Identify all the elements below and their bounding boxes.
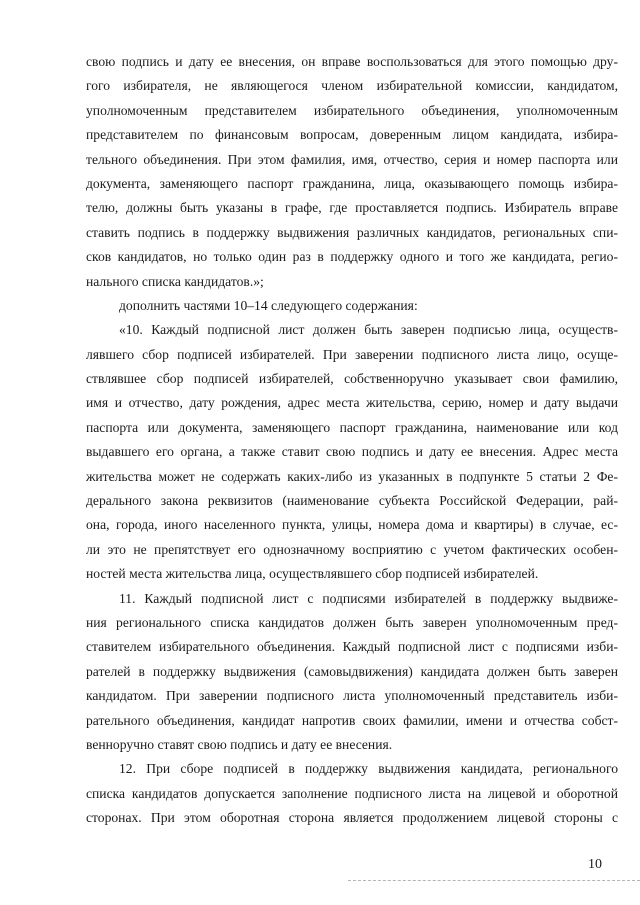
text-line: ния регионального списка кандидатов должен быть заверен уполномоченным пред- xyxy=(86,614,618,630)
footer-divider xyxy=(348,880,640,881)
text-line: ли это не препятствует его однозначному восприятию с учетом фактических особен- xyxy=(86,541,618,557)
text-line: паспорта или документа, заменяющего паспорт гражданина, наименование или код xyxy=(86,419,618,435)
text-line: представителем по финансовым вопросам, доверенным лицом кандидата, избира- xyxy=(86,127,618,143)
text-line: «10. Каждый подписной лист должен быть заверен подписью лица, осуществ- xyxy=(119,322,618,338)
text-line: лявшего сбор подписей избирателей. При заверении подписного листа лицо, осуще- xyxy=(86,346,618,362)
page-number: 10 xyxy=(588,857,602,872)
text-line: ностей места жительства лица, осуществлявшего сбор подписей избирателей. xyxy=(86,566,539,582)
text-line: имя и отчество, дату рождения, адрес места жительства, серию, номер и дату выдачи xyxy=(86,395,618,411)
text-line: сторонах. При этом оборотная сторона является продолжением лицевой стороны с xyxy=(86,810,618,826)
text-line: нального списка кандидатов.»; xyxy=(86,273,264,289)
text-line: свою подпись и дату ее внесения, он вправе воспользоваться для этого помощью дру- xyxy=(86,54,618,69)
text-line: выдавшего его органа, а также ставит свою подпись и дату ее внесения. Адрес места xyxy=(86,444,618,460)
text-line: списка кандидатов допускается заполнение подписного листа на лицевой и оборотной xyxy=(86,785,618,801)
text-line: дерального закона реквизитов (наименование субъекта Российской Федерации, рай- xyxy=(86,493,618,509)
text-line: жительства может не содержать каких-либо из указанных в подпункте 5 статьи 2 Фе- xyxy=(86,468,618,484)
text-line: уполномоченным представителем избирательного объединения, уполномоченным xyxy=(86,102,618,118)
text-line: ставить подпись в поддержку выдвижения различных кандидатов, региональных спи- xyxy=(86,224,618,240)
text-line: венноручно ставят свою подпись и дату ее внесения. xyxy=(86,736,393,752)
text-line: кандидатом. При заверении подписного листа уполномоченный представитель изби- xyxy=(86,688,618,704)
text-line: ставителем избирательного объединения. Каждый подписной лист с подписями изби- xyxy=(86,639,618,655)
text-line: рательного объединения, кандидат напротив своих фамилии, имени и отчества собст- xyxy=(86,712,618,728)
text-line: 12. При сборе подписей в поддержку выдвижения кандидата, регионального xyxy=(119,761,618,777)
text-line: документа, заменяющего паспорт гражданина, лица, оказывающего помощь избира- xyxy=(86,175,618,191)
text-line: сков кандидатов, но только один раз в поддержку одного и того же кандидата, регио- xyxy=(86,249,618,265)
text-line: ствлявшее сбор подписей избирателей, собственноручно указывает свои фамилию, xyxy=(86,371,618,387)
text-line: тельного объединения. При этом фамилия, имя, отчество, серия и номер паспорта или xyxy=(86,151,618,167)
text-line: дополнить частями 10–14 следующего содержания: xyxy=(119,297,418,313)
document-body xyxy=(86,50,618,831)
text-line: рателей в поддержку выдвижения (самовыдвижения) кандидата должен быть заверен xyxy=(86,663,618,679)
text-line: она, города, иного населенного пункта, улицы, номера дома и квартиры) в случае, ес- xyxy=(86,517,618,533)
text-line: 11. Каждый подписной лист с подписями избирателей в поддержку выдвиже- xyxy=(119,590,618,606)
text-line: гого избирателя, не являющегося членом избирательной комиссии, кандидатом, xyxy=(86,78,618,94)
text-line: телю, должны быть указаны в графе, где проставляется подпись. Избиратель вправе xyxy=(86,200,618,216)
